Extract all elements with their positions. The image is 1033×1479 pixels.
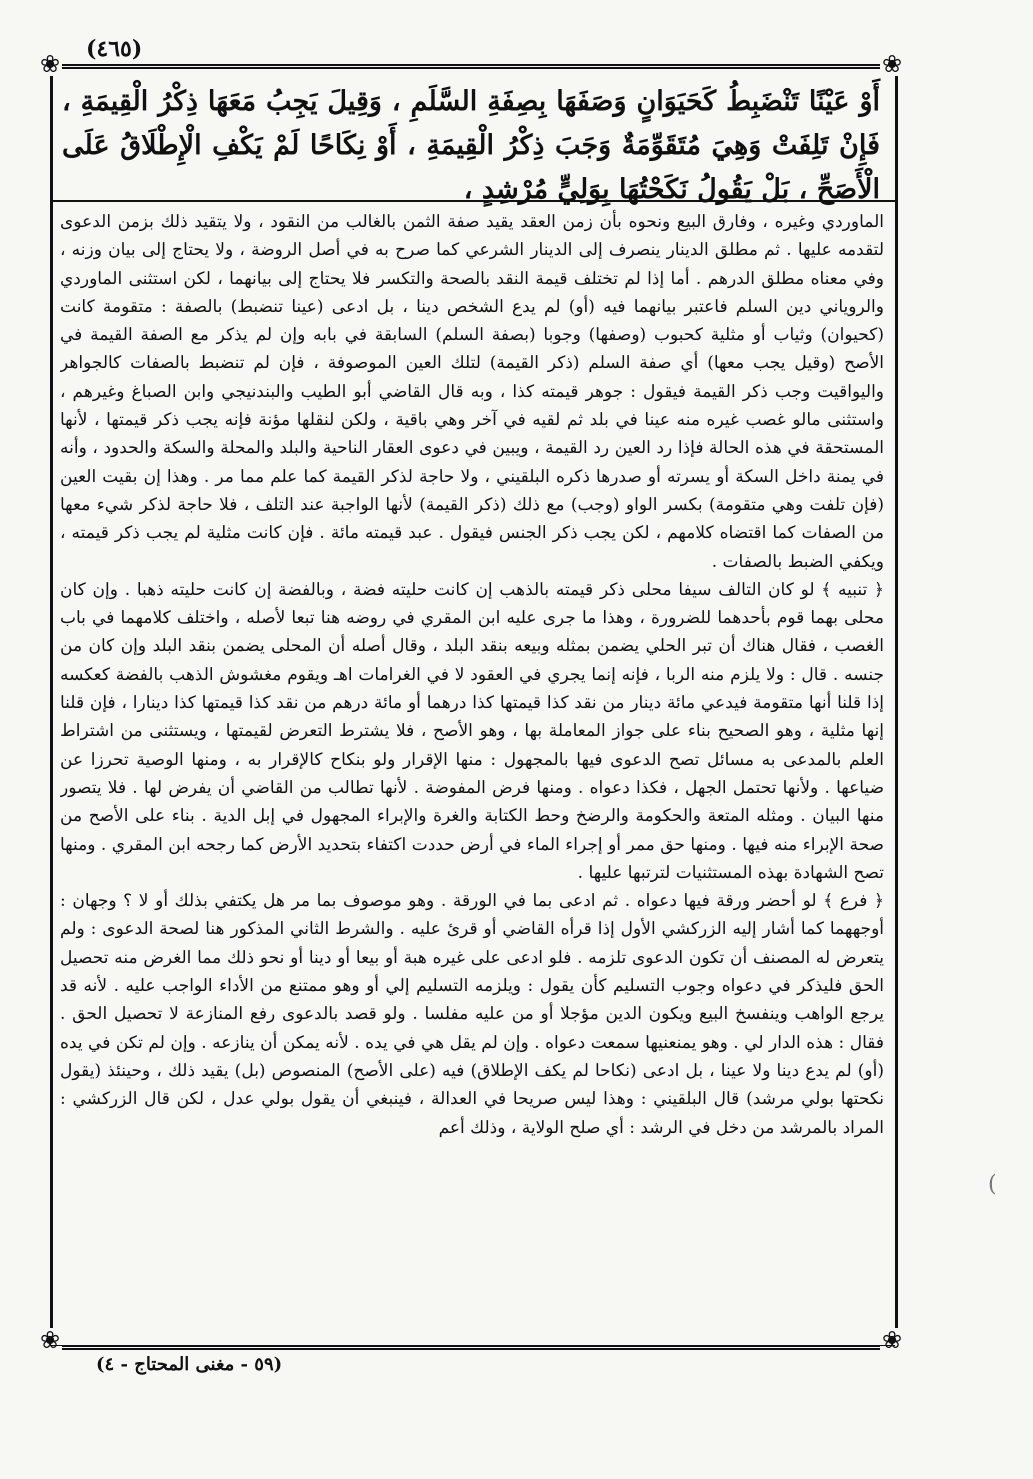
commentary-paragraph: ﴿ تنبيه ﴾ لو كان التالف سيفا محلى ذكر قيمته بالذهب إن كانت حليته فضة ، وبالفضة إن كانت حليته ذهبا . وإن كان محلى بهما قوم بأحدهما للضرورة ، وهذا ما جرى عليه ابن المقري في روضه هنا تبعا لأصله ، واختلف كلامهما في باب الغصب ، فقال هناك أن تبر الحلي يضمن بمثله وبيعه بنقد البلد ، وقال أصله أن المحلى يضمن بنقد البلد وإن كان من جنسه . قال : ولا يلزم منه الربا ، فإنه إنما يجري في العقود لا في الغرامات اهـ ويقوم مغشوش الذهب بالفضة كعكسه إذا قلنا أنها متقومة فيدعي مائة دينار من نقد كذا قيمتها كذا درهما أو مائة درهم من نقد كذا قيمتها كذا دينارا ، فإن قلنا إنها مثلية ، وهو الصحيح بناء على جواز المعاملة بها ، وهو الأصح ، فلا يشترط التعرض لقيمتها ، ويستثنى من اشتراط العلم بالمدعى به مسائل تصح الدعوى فيها بالمجهول : منها الإقرار ولو بنكاح كالإقرار به ، ومنها الوصية تحرزا عن ضياعها . ولأنها تحتمل الجهل ، فكذا دعواه . ومنها فرض المفوضة . لأنها تطالب من القاضي أن يفرض لها . فلا يتصور منها البيان . ومثله المتعة والحكومة والرضخ وحط الكتابة والغرة والإبراء المجهول في إبل الدية . بناء على الأصح من صحة الإبراء منه فيها . ومنها حق ممر أو إجراء الماء في أرض حددت اكتفاء بتحديد الأرض كما رجحه ابن المقري . ومنها تصح الشهادة بهذه المستثنيات لترتبها عليها . [60, 579, 884, 883]
ornament-icon: ❀ [39, 1326, 61, 1354]
margin-mark: ( [988, 1172, 997, 1197]
footer-divider [50, 1345, 895, 1346]
commentary-paragraph: ﴿ فرع ﴾ لو أحضر ورقة فيها دعواه . ثم ادعى بما في الورقة . وهو موصوف بما مر هل يكتفي بذلك أو لا ؟ وجهان : أوجههما كما أشار إليه الزركشي الأول إذا قرأه القاضي أو قرئ عليه . والشرط الثاني المذكور هنا لصحة الدعوى : ولم يتعرض له المصنف أن تكون الدعوى تلزمه . فلو ادعى على غيره هبة أو بيعا أو دينا أو نحو ذلك مما الغرض منه تحصيل الحق فليذكر في دعواه وجوب التسليم كأن يقول : ويلزمه التسليم إلي أو وهو ممتنع من الأداء الواجب عليه . لأنه قد يرجع الواهب وينفسخ البيع ويكون الدين مؤجلا أو من عليه مفلسا . ولو قصد بالدعوى رفع المنازعة لا تحصيل الحق . فقال : هذه الدار لي . وهو يمنعنيها سمعت دعواه . وإن لم يقل هي في يده . لأنه يمكن أن ينازعه . وإن لم تكن في يده (أو) لم يدع دينا ولا عينا ، بل ادعى (نكاحا لم يكف الإطلاق) فيه (على الأصح) المنصوص (بل) يقيد ذلك ، وحينئذ (يقول نكحتها بولي مرشد) قال البلقيني : وهذا ليس صريحا في العدالة ، فينبغي أن يقول بولي عدل ، لكن قال الزركشي : المراد بالمرشد من دخل في الرشد : أي صلح الولاية ، وذلك أعم [60, 891, 884, 1138]
ornament-icon: ❀ [39, 50, 61, 78]
commentary-paragraph: الماوردي وغيره ، وفارق البيع ونحوه بأن زمن العقد يقيد صفة الثمن بالغالب من النقود ، ولا يتقيد ذلك بزمن الدعوى لتقدمه عليها . ثم مطلق الدينار ينصرف إلى الدينار الشرعي كما صرح به في أصل الروضة ، ولا يحتاج إلى بيان وزنه ، وفي معناه مطلق الدرهم . أما إذا لم تختلف قيمة النقد بالصحة والتكسر فلا يحتاج إلى بيانهما ، لكن استثنى الماوردي والروياني دين السلم فاعتبر بيانهما فيه (أو) لم يدع الشخص دينا ، بل ادعى (عينا تنضبط) بالصفة : متقومة كانت (كحيوان) وثياب أو مثلية كحبوب (وصفها) وجوبا (بصفة السلم) السابقة في بابه وإن لم يذكر مع الصفة القيمة في الأصح (وقيل يجب معها) أي صفة السلم (ذكر القيمة) لتلك العين الموصوفة ، فإن لم تنضبط بالصفات كالجواهر واليواقيت وجب ذكر القيمة فيقول : جوهر قيمته كذا ، وبه قال القاضي أبو الطيب والبندنيجي وابن الصباغ وغيرهم ، واستثنى مالو غصب غيره منه عينا في بلد ثم لقيه في آخر وهي باقية ، ولكن لنقلها مؤنة فإنه يجب ذكر قيمتها ، لأنها المستحقة في هذه الحالة فإذا رد العين رد القيمة ، ويبين في دعوى العقار الناحية والبلد والمحلة والسكة والحدود ، وأنه في يمنة داخل السكة أو يسرته أو صدرها ذكره البلقيني ، ولا حاجة لذكر القيمة كما علم مما مر . وهذا إن بقيت العين (فإن تلفت وهي متقومة) بكسر الواو (وجب) مع ذلك (ذكر القيمة) لأنها الواجبة عند التلف ، فلا حاجة لذكر شيء معها من الصفات كما اقتضاه كلامهم ، لكن يجب ذكر الجنس فيقول . عبد قيمته مائة . فإن كانت مثلية لم يجب ذكر قيمته ، ويكفي الضبط بالصفات . [60, 212, 884, 572]
sharh-commentary [60, 208, 884, 1334]
matn-text: أَوْ عَيْنًا تَنْضَبِطُ كَحَيَوَانٍ وَصَفَهَا بِصِفَةِ السَّلَمِ ، وَقِيلَ يَجِبُ مَعَهَا ذِكْرُ الْقِيمَةِ ، فَإِنْ تَلِفَتْ وَهِيَ مُتَقَوِّمَةٌ وَجَبَ ذِكْرُ الْقِيمَةِ ، أَوْ نِكَاحًا لَمْ يَكْفِ الْإِطْلَاقُ عَلَى الْأَصَحِّ ، بَلْ يَقُولُ نَكَحْتُهَا بِوَلِيٍّ مُرْشِدٍ ، [62, 86, 880, 205]
footer-note: (٥٩ - مغنى المحتاج - ٤) [96, 1354, 283, 1375]
ornament-icon: ❀ [881, 1326, 903, 1354]
ornament-icon: ❀ [881, 50, 903, 78]
page-number: (٤٦٥) [86, 36, 143, 62]
section-divider [50, 200, 895, 202]
